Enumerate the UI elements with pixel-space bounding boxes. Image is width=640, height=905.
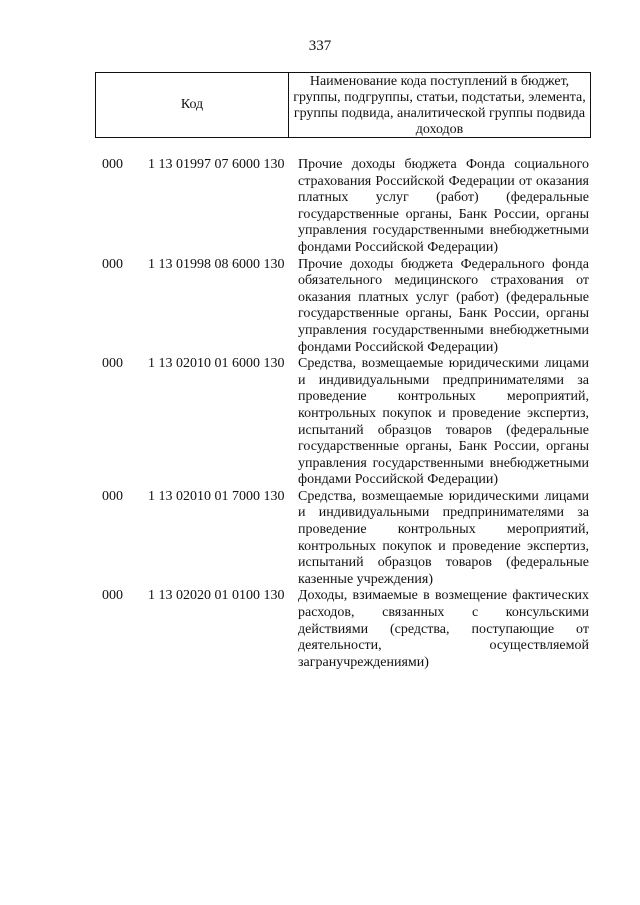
table-header	[95, 72, 591, 138]
income-description: Доходы, взимаемые в возмещение фактических расходов, связанных с консульскими действиями (средства, поступающие от деятельности, осуществляемой загранучреждениями)	[298, 588, 589, 670]
code-column-header: Код	[96, 73, 289, 137]
income-code: 1 13 01998 08 6000 130	[148, 256, 285, 272]
table-row	[0, 489, 640, 589]
income-code-list	[0, 157, 640, 671]
admin-code: 000	[102, 488, 123, 504]
income-description: Средства, возмещаемые юридическими лицами и индивидуальными предпринимателями за проведение контрольных мероприятий, контрольных покупок и проведение экспертиз, испытаний образцов товаров (федеральные государственные органы, Банк России, органы управления государственными внебюджетными фондами Российской Федерации)	[298, 356, 589, 488]
table-row	[0, 588, 640, 671]
income-code: 1 13 02020 01 0100 130	[148, 588, 285, 604]
admin-code: 000	[102, 157, 123, 172]
admin-code: 000	[102, 356, 123, 372]
name-column-header: Наименование кода поступлений в бюджет, группы, подгруппы, статьи, подстатьи, элемента, группы подвида, аналитической группы подвида доходов	[293, 74, 586, 137]
income-code: 1 13 01997 07 6000 130	[148, 157, 285, 172]
income-description: Прочие доходы бюджета Федерального фонда обязательного медицинского страхования от оказания платных услуг (работ) (федеральные государственные органы, Банк России, органы управления государственными внебюджетными фондами Российской Федерации)	[298, 256, 589, 355]
admin-code: 000	[102, 588, 123, 604]
table-row	[0, 257, 640, 357]
income-description: Средства, возмещаемые юридическими лицами и индивидуальными предпринимателями за проведение контрольных мероприятий, контрольных покупок и проведение экспертиз, испытаний образцов товаров (федеральные казенные учреждения)	[298, 488, 589, 587]
table-row	[0, 356, 640, 489]
income-code: 1 13 02010 01 7000 130	[148, 488, 285, 504]
admin-code: 000	[102, 256, 123, 272]
income-code: 1 13 02010 01 6000 130	[148, 356, 285, 372]
table-row	[0, 157, 640, 257]
income-description: Прочие доходы бюджета Фонда социального страхования Российской Федерации от оказания платных услуг (работ) (федеральные государственные органы, Банк России, органы управления государственными внебюджетными фондами Российской Федерации)	[298, 157, 589, 255]
page-number: 337	[308, 38, 332, 54]
